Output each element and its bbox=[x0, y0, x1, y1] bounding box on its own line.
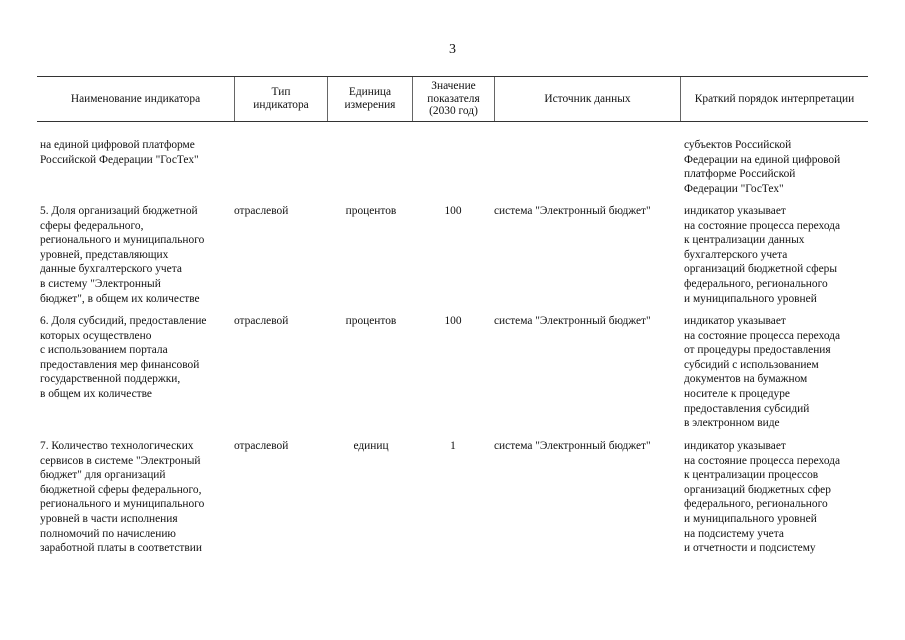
row-value: 1 bbox=[450, 440, 456, 452]
page-number: 3 bbox=[449, 42, 456, 57]
table-header-rule bbox=[37, 121, 868, 122]
row-interpretation: субъектов Российской Федерации на единой цифровой платформе Российской Федерации "ГосТех" bbox=[684, 139, 841, 195]
row-value: 100 bbox=[444, 205, 462, 217]
row-interpretation: индикатор указывает на состояние процесса перехода от процедуры предоставления субсидий с использованием документов на бумажном носителе к процедуре предоставления субсидий в электронном виде bbox=[684, 315, 841, 430]
row-interpretation: индикатор указывает на состояние процесса перехода к централизации процессов организаций бюджетных сфер федерального, регионального и муниципального уровней на подсистему учета и отчетности и подсистему bbox=[684, 440, 841, 555]
row-type: отраслевой bbox=[234, 315, 289, 327]
row-value: 100 bbox=[444, 315, 462, 327]
row-name: на единой цифровой платформе Российской Федерации "ГосТех" bbox=[40, 139, 199, 166]
row-source: система "Электронный бюджет" bbox=[494, 440, 651, 452]
header-unit: Единица измерения bbox=[327, 77, 412, 121]
header-value: Значение показателя (2030 год) bbox=[412, 77, 494, 121]
row-unit: процентов bbox=[345, 315, 397, 327]
row-type: отраслевой bbox=[234, 205, 289, 217]
row-interpretation: индикатор указывает на состояние процесса перехода к централизации данных бухгалтерского учета организаций бюджетной сферы федерального, регионального и муниципального уровней bbox=[684, 205, 841, 305]
row-unit: процентов bbox=[345, 205, 397, 217]
row-name: 5. Доля организаций бюджетной сферы федерального, регионального и муниципального уровней, представляющих данные бухгалтерского учета в систему "Электронный бюджет", в общем их количестве bbox=[40, 205, 205, 305]
header-name: Наименование индикатора bbox=[70, 92, 201, 105]
header-type: Тип индикатора bbox=[234, 77, 327, 121]
row-type: отраслевой bbox=[234, 440, 289, 452]
row-name: 7. Количество технологических сервисов в системе "Электроный бюджет" для организаций бюджетной сферы федерального, регионального и муниципального уровней в части исполнения полномочий по начислению заработной платы в соответствии bbox=[40, 440, 205, 555]
header-source: Источник данных bbox=[494, 77, 680, 121]
row-name: 6. Доля субсидий, предоставление которых осуществлено с использованием портала предоставления мер финансовой государственной поддержки, в общем их количестве bbox=[40, 315, 207, 400]
row-unit: единиц bbox=[353, 440, 389, 452]
row-source: система "Электронный бюджет" bbox=[494, 315, 651, 327]
header-interp: Краткий порядок интерпретации bbox=[680, 77, 868, 121]
row-source: система "Электронный бюджет" bbox=[494, 205, 651, 217]
